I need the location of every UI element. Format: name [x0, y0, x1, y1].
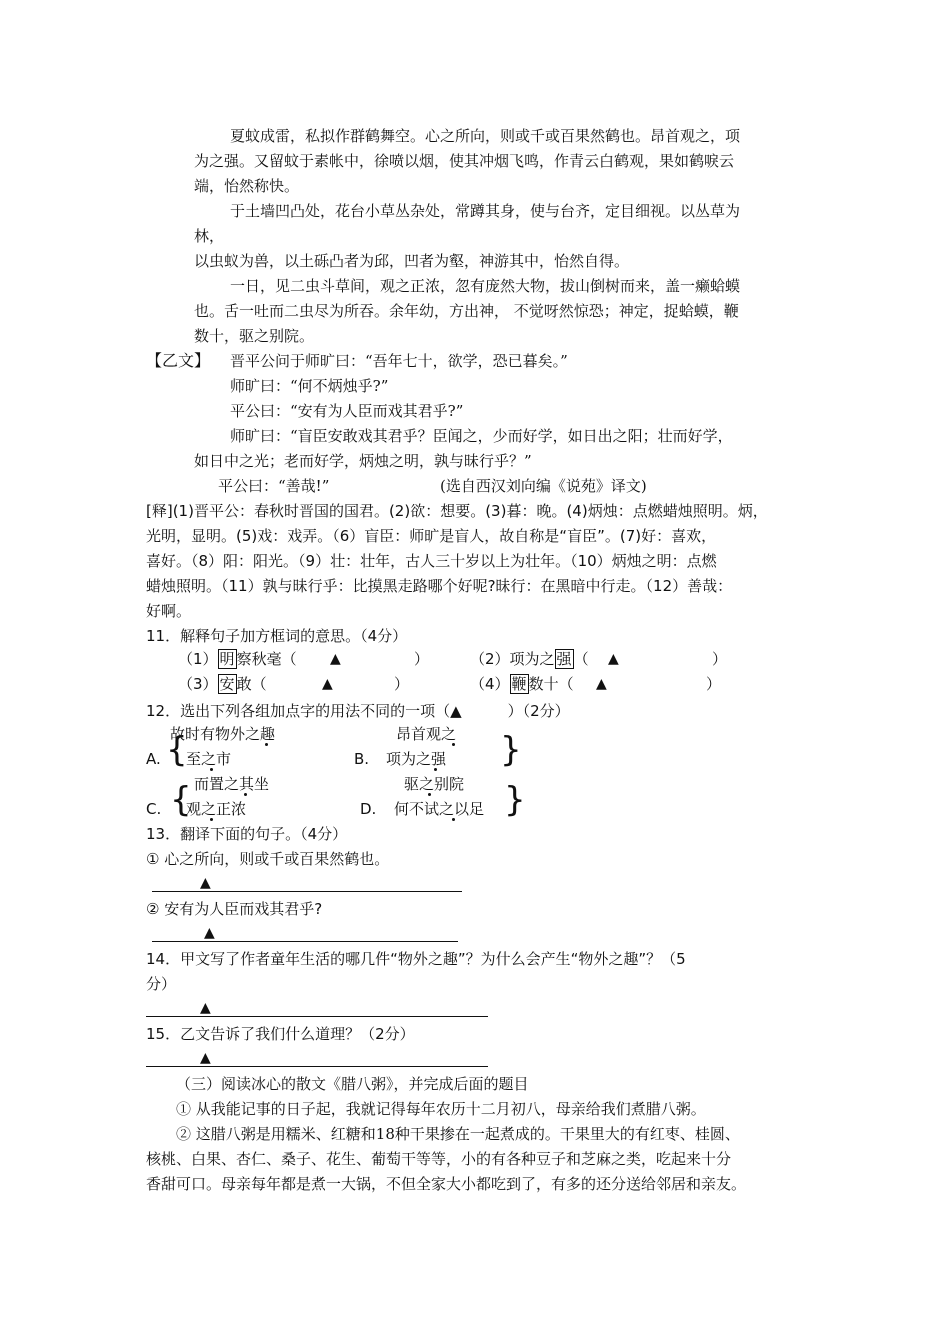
jia-p1-line3: 端，怡然称快。 [194, 177, 300, 195]
note-line2: 光明，显明。(5)戏：戏弄。（6）盲臣：师旷是盲人，故自称是“盲臣”。(7)好：喜欢， [146, 527, 717, 545]
yi-line2: 师旷曰：“何不炳烛乎?” [230, 377, 389, 395]
section3-p2-line1: ② 这腊八粥是用糯米、红糖和18种干果掺在一起煮成的。干果里大的有红枣、桂圆、 [176, 1125, 740, 1143]
q12-A-top: 故时有物外之趣 [170, 725, 276, 743]
jia-p2-line3: 以虫蚁为兽，以土砾凸者为邱，凹者为壑，神游其中，怡然自得。 [194, 252, 630, 270]
emphasis-dot [452, 743, 455, 746]
section3-p2-line2: 核桃、白果、杏仁、桑子、花生、葡萄干等等，小的有各种豆子和芝麻之类，吃起来十分 [146, 1150, 732, 1168]
jia-p3-line2: 也。舌一吐而二虫尽为所吞。余年幼，方出神， 不觉呀然惊恐；神定，捉蛤蟆，鞭 [194, 302, 739, 320]
yi-line1: 晋平公问于师旷曰：“吾年七十，欲学，恐已暮矣。” [230, 352, 568, 370]
q13-stem: 13．翻译下面的句子。（4分） [146, 825, 348, 843]
q12-C-top: 而置之其坐 [194, 775, 270, 793]
yi-line4a: 师旷曰：“盲臣安敢戏其君乎？臣闻之，少而好学，如日出之阳；壮而好学， [230, 427, 733, 445]
answer-triangle: ▲ [330, 651, 341, 667]
section3-p2-line3: 香甜可口。母亲每年都是煮一大锅，不但全家大小都吃到了，有多的还分送给邻居和亲友。 [146, 1175, 747, 1193]
answer-triangle: ▲ [204, 925, 215, 941]
brace-left: { [166, 730, 188, 770]
answer-triangle: ▲ [596, 676, 607, 692]
answer-triangle: ▲ [450, 702, 462, 720]
emphasis-dot [428, 793, 431, 796]
q13-sentence1: ① 心之所向，则或千或百果然鹤也。 [146, 850, 390, 868]
answer-line[interactable] [146, 1016, 488, 1017]
emphasis-dot [244, 793, 247, 796]
answer-line[interactable] [146, 1066, 488, 1067]
jia-p1-line1: 夏蚊成雷，私拟作群鹤舞空。心之所向，则或千或百果然鹤也。昂首观之，项 [230, 127, 741, 145]
answer-triangle: ▲ [200, 1050, 211, 1066]
q14-stem-line2: 分） [146, 975, 177, 993]
close-paren: ） [706, 675, 722, 693]
boxed-word: 明 [219, 650, 235, 668]
q12-B-bottom: 项为之强 [386, 750, 447, 768]
brace-left: { [170, 780, 192, 820]
note-line3: 喜好。（8）阳：阳光。（9）壮：壮年，古人三十岁以上为壮年。（10）炳烛之明：点燃 [146, 552, 717, 570]
yi-line5: 平公曰：“善哉!” [218, 477, 330, 495]
jia-p2-line1: 于土墙凹凸处，花台小草丛杂处，常蹲其身，使与台齐，定目细视。以丛草为 [230, 202, 741, 220]
brace-right: } [500, 730, 522, 770]
emphasis-dot [452, 818, 455, 821]
answer-line[interactable] [152, 941, 458, 942]
q13-sentence2: ② 安有为人臣而戏其君乎? [146, 900, 323, 918]
q11-item3: （3） 安 敢（ [178, 675, 267, 693]
close-paren: ） [712, 650, 728, 668]
brace-right: } [504, 780, 526, 820]
answer-triangle: ▲ [200, 875, 211, 891]
boxed-word: 鞭 [511, 675, 527, 693]
q11-item1: （1） 明 察秋毫（ [178, 650, 297, 668]
close-paren: ） [414, 650, 430, 668]
emphasis-dot [210, 818, 213, 821]
q12-C-bottom: 观之正浓 [186, 800, 247, 818]
section3-title: （三）阅读冰心的散文《腊八粥》，并完成后面的题目 [176, 1075, 529, 1093]
boxed-word: 安 [219, 675, 235, 693]
emphasis-dot [434, 768, 437, 771]
emphasis-dot [265, 743, 268, 746]
jia-p2-line2: 林， [194, 227, 225, 245]
q12-D-bottom: 何不试之以足 [394, 800, 485, 818]
yi-source: (选自西汉刘向编《说苑》译文) [440, 477, 647, 495]
emphasis-dot [210, 768, 213, 771]
boxed-word: 强 [556, 650, 572, 668]
jia-p3-line3: 数十，驱之别院。 [194, 327, 315, 345]
yi-line3: 平公曰：“安有为人臣而戏其君乎?” [230, 402, 464, 420]
answer-line[interactable] [152, 891, 462, 892]
q12-D-top: 驱之别院 [404, 775, 465, 793]
q15-stem: 15．乙文告诉了我们什么道理？（2分） [146, 1025, 415, 1043]
q11-item2: （2）项为之 强 （ [470, 650, 589, 668]
q12-B-top: 昂首观之 [396, 725, 457, 743]
q12-C-label: C. [146, 800, 162, 818]
q11-stem: 11．解释句子加方框词的意思。（4分） [146, 627, 408, 645]
section3-p1: ① 从我能记事的日子起，我就记得每年农历十二月初八，母亲给我们煮腊八粥。 [176, 1100, 706, 1118]
note-line1: [释](1)晋平公：春秋时晋国的国君。(2)欲：想要。(3)暮：晚。(4)炳烛：点燃蜡烛照明。炳， [146, 502, 768, 520]
q11-item4: （4） 鞭 数十（ [470, 675, 574, 693]
answer-triangle: ▲ [608, 651, 619, 667]
note-line4: 蜡烛照明。（11）孰与昧行乎：比摸黑走路哪个好呢?昧行：在黑暗中行走。（12）善哉： [146, 577, 733, 595]
answer-triangle: ▲ [200, 1000, 211, 1016]
jia-p1-line2: 为之强。又留蚊于素帐中，徐喷以烟，使其冲烟飞鸣，作青云白鹤观，果如鹤唳云 [194, 152, 735, 170]
answer-triangle: ▲ [322, 676, 333, 692]
yi-label: 【乙文】 [146, 351, 211, 370]
note-line5: 好啊。 [146, 602, 192, 620]
q12-B-label: B. [354, 750, 370, 768]
yi-line4b: 如日中之光；老而好学，炳烛之明，孰与昧行乎？” [194, 452, 532, 470]
q12-A-bottom: 至之市 [186, 750, 232, 768]
close-paren: ） [394, 675, 410, 693]
q12-A-label: A. [146, 750, 161, 768]
q12-D-label: D. [360, 800, 377, 818]
q14-stem-line1: 14．甲文写了作者童年生活的哪几件“物外之趣”？为什么会产生“物外之趣”？（5 [146, 950, 686, 968]
jia-p3-line1: 一日，见二虫斗草间，观之正浓，忽有庞然大物，拔山倒树而来，盖一癞蛤蟆 [230, 277, 741, 295]
q12-stem: 12．选出下列各组加点字的用法不同的一项（▲ ）（2分） [146, 702, 570, 720]
